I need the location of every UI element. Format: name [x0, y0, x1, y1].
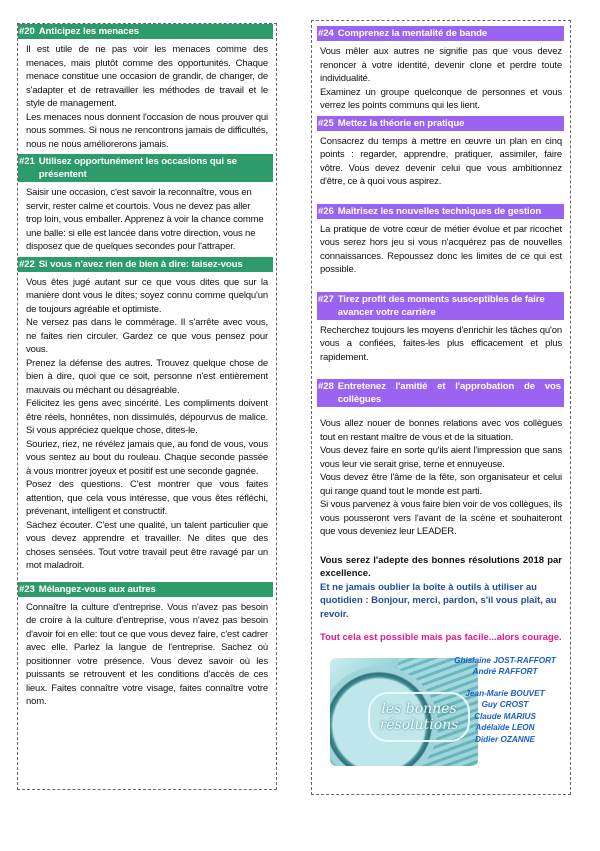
section-number: #26	[318, 205, 334, 217]
credit-name: Guy CROST	[481, 700, 529, 709]
section-body-26	[312, 219, 570, 280]
closing-statement: Vous serez l'adepte des bonnes résolutions 2018 par excellence.	[320, 554, 562, 579]
credit-name: Ghislaine JOST-RAFFORT	[454, 655, 556, 665]
section-header-24	[317, 26, 564, 41]
section-number: #27	[318, 293, 334, 305]
section-body-20	[18, 39, 276, 154]
closing-block	[312, 554, 570, 645]
paragraph: Recherchez toujours les moyens d'enrichir les tâches qu'on vous a confiées, faites-les plus efficacement et plus rapidement.	[320, 324, 562, 363]
section-title: Entretenez l'amitié et l'approbation de vos collègues	[337, 381, 561, 405]
credit-name: Adélaïde LEON	[475, 723, 535, 732]
paragraph: Vous êtes jugé autant sur ce que vous dites que sur la manière dont vous le dites; soyez connu comme quelqu'un de toujours agréable et optimiste.	[26, 276, 268, 315]
spacer	[312, 280, 570, 292]
section-number: #23	[19, 583, 35, 595]
toolbox-statement: Et ne jamais oublier la boîte à outils à utiliser au quotidien : Bonjour, merci, pardon, s'il vous plaît, au revoir.	[320, 581, 557, 620]
credit-name: Jean-Marie BOUVET	[465, 688, 545, 698]
section-body-23	[18, 597, 276, 712]
section-title: Mettez la théorie en pratique	[337, 117, 465, 129]
paragraph: Examinez un groupe quelconque de personnes et vous verrez les points communs qui les lient.	[320, 86, 562, 111]
paragraph: Vous devez faire en sorte qu'ils aient l'impression que sans vous leur vie serait grise, terne et ennuyeuse.	[320, 445, 562, 470]
badge-line-2: résolutions	[379, 716, 459, 733]
section-title: Si vous n'avez rien de bien à dire: taisez-vous	[38, 258, 243, 270]
paragraph: Il est utile de ne pas voir les menaces comme des menaces, mais plutôt comme des opportunités. Chaque menace constitue une occasion de grandir, de changer, de s'adapter et de retravailler les méthodes de travail et le style de management.	[26, 44, 268, 109]
section-header-25	[317, 116, 564, 131]
section-title: Anticipez les menaces	[38, 26, 139, 37]
paragraph: Ne versez pas dans le commérage. Il s'arrête avec vous, ne faites rien circuler. Gardez ce que vous pensez pour vous.	[26, 317, 268, 355]
section-number: #22	[19, 258, 35, 270]
section-header-21	[18, 154, 273, 182]
footer-area	[312, 653, 570, 763]
credits	[446, 655, 564, 746]
paragraph: La pratique de votre cœur de métier évolue et par ricochet vous serez hors jeu si vous n'acquérez pas de nouvelles connaissances. Repoussez donc les limites de ce qui est possible.	[320, 223, 562, 275]
section-header-20	[18, 24, 273, 39]
paragraph: Saisir une occasion, c'est savoir la reconnaître, vous en servir, rester calme et courtois. Vous ne devez pas aller trop loin, vous emballer. Apprenez à voir la chance comme une balle: si elle est lancée dans votre direction, vous ne disposez que de quelques secondes pour l'attraper.	[26, 187, 264, 252]
paragraph: Prenez la défense des autres. Trouvez quelque chose de bien à dire, quoi que ce soit, personne n'est entièrement mauvais ou méchant ou désagréable.	[26, 357, 268, 396]
section-number: #20	[19, 26, 35, 37]
paragraph: Posez des questions. C'est montrer que vous faites attention, que cela vous intéresse, que vous êtes réfléchi, prévenant, intelligent et constructif.	[26, 479, 268, 517]
section-header-23	[18, 582, 273, 597]
section-title: Mélangez-vous aux autres	[38, 583, 156, 595]
section-title: Utilisez opportunément les occasions qui se présentent	[38, 156, 237, 180]
section-number: #28	[318, 381, 334, 392]
paragraph: Vous allez nouer de bonnes relations avec vos collègues tout en restant maître de vous et de la situation.	[320, 418, 562, 443]
section-title: Tirez profit des moments susceptibles de faire avancer votre carrière	[337, 293, 545, 318]
section-header-22	[18, 257, 273, 272]
paragraph: Connaître la culture d'entreprise. Vous n'avez pas besoin de croire à la culture d'entreprise, vous n'avez pas besoin d'avoir foi en elle: tout ce que vous devez faire, c'est cadrer avec elle. Parlez la langue de l'entreprise. Sachez où positionner votre présence. Vous devez savoir où les puissants se retrouvent et les conditions d'accès de ces lieux. Faites connaître votre visage, faites connaître votre nom.	[26, 601, 268, 707]
section-body-27	[312, 320, 570, 368]
section-number: #24	[318, 28, 334, 39]
paragraph: Souriez, riez, ne révélez jamais que, au fond de vous, vous vous sentez au bout du rouleau. Chaque seconde passée à vous montrer joyeux et positif est une seconde gagnée.	[26, 438, 268, 477]
right-column	[311, 20, 571, 795]
section-title: Maîtrisez les nouvelles techniques de gestion	[337, 205, 542, 217]
paragraph: Vous mêler aux autres ne signifie pas que vous devez renoncer à votre identité, devenir clone et perdre toute individualité.	[320, 46, 562, 84]
badge-line-1: les bonnes	[381, 700, 457, 717]
credit-name: Claude MARIUS	[474, 711, 536, 721]
credit-name: Didier OZANNE	[474, 734, 536, 744]
section-header-26	[317, 204, 564, 219]
left-column	[17, 23, 277, 790]
section-body-28	[312, 407, 570, 542]
section-body-22	[18, 272, 276, 576]
section-number: #25	[318, 117, 334, 129]
paragraph: Les menaces nous donnent l'occasion de nous prouver qui nous sommes. Si nous ne rencontrons jamais de difficultés, nous ne nous améliorerons jamais.	[26, 111, 268, 150]
spacer	[312, 542, 570, 554]
paragraph: Félicitez les gens avec sincérité. Les compliments doivent être réels, honnêtes, non dissimulés, dépourvus de malice. Si vous appréciez quelque chose, dites-le.	[26, 398, 268, 436]
section-title: Comprenez la mentalité de bande	[337, 28, 488, 39]
credit-name: André RAFFORT	[472, 667, 538, 676]
paragraph: Sachez écouter. C'est une qualité, un talent particulier que vous devez apprendre et travailler. Ne dites que des choses sensées. Tout votre travail peut être ravagé par un mot maladroit.	[26, 519, 268, 571]
section-header-27	[317, 292, 564, 320]
spacer	[312, 367, 570, 379]
section-body-21	[18, 182, 276, 257]
spacer	[312, 192, 570, 204]
encouragement-statement: Tout cela est possible mais pas facile...alors courage.	[320, 632, 562, 643]
paragraph: Vous devez être l'âme de la fête, son organisateur et celui qui range quand tout le monde est parti.	[320, 472, 562, 497]
section-header-28	[317, 379, 564, 407]
paragraph: Si vous parvenez à vous faire bien voir de vos collègues, ils vous pousseront vers l'avant de la scène et souhaiteront que vous deveniez leur LEADER.	[320, 499, 562, 537]
spacer	[446, 678, 564, 688]
section-number: #21	[19, 156, 35, 167]
paragraph: Consacrez du temps à mettre en œuvre un plan en cinq points : regarder, apprendre, pratiquer, assimiler, faire vôtre. Vous devez devenir celui que vous ambitionnez d'être, ce à quoi vous aspirez.	[320, 135, 562, 187]
section-body-25	[312, 131, 570, 192]
section-body-24	[312, 41, 570, 116]
